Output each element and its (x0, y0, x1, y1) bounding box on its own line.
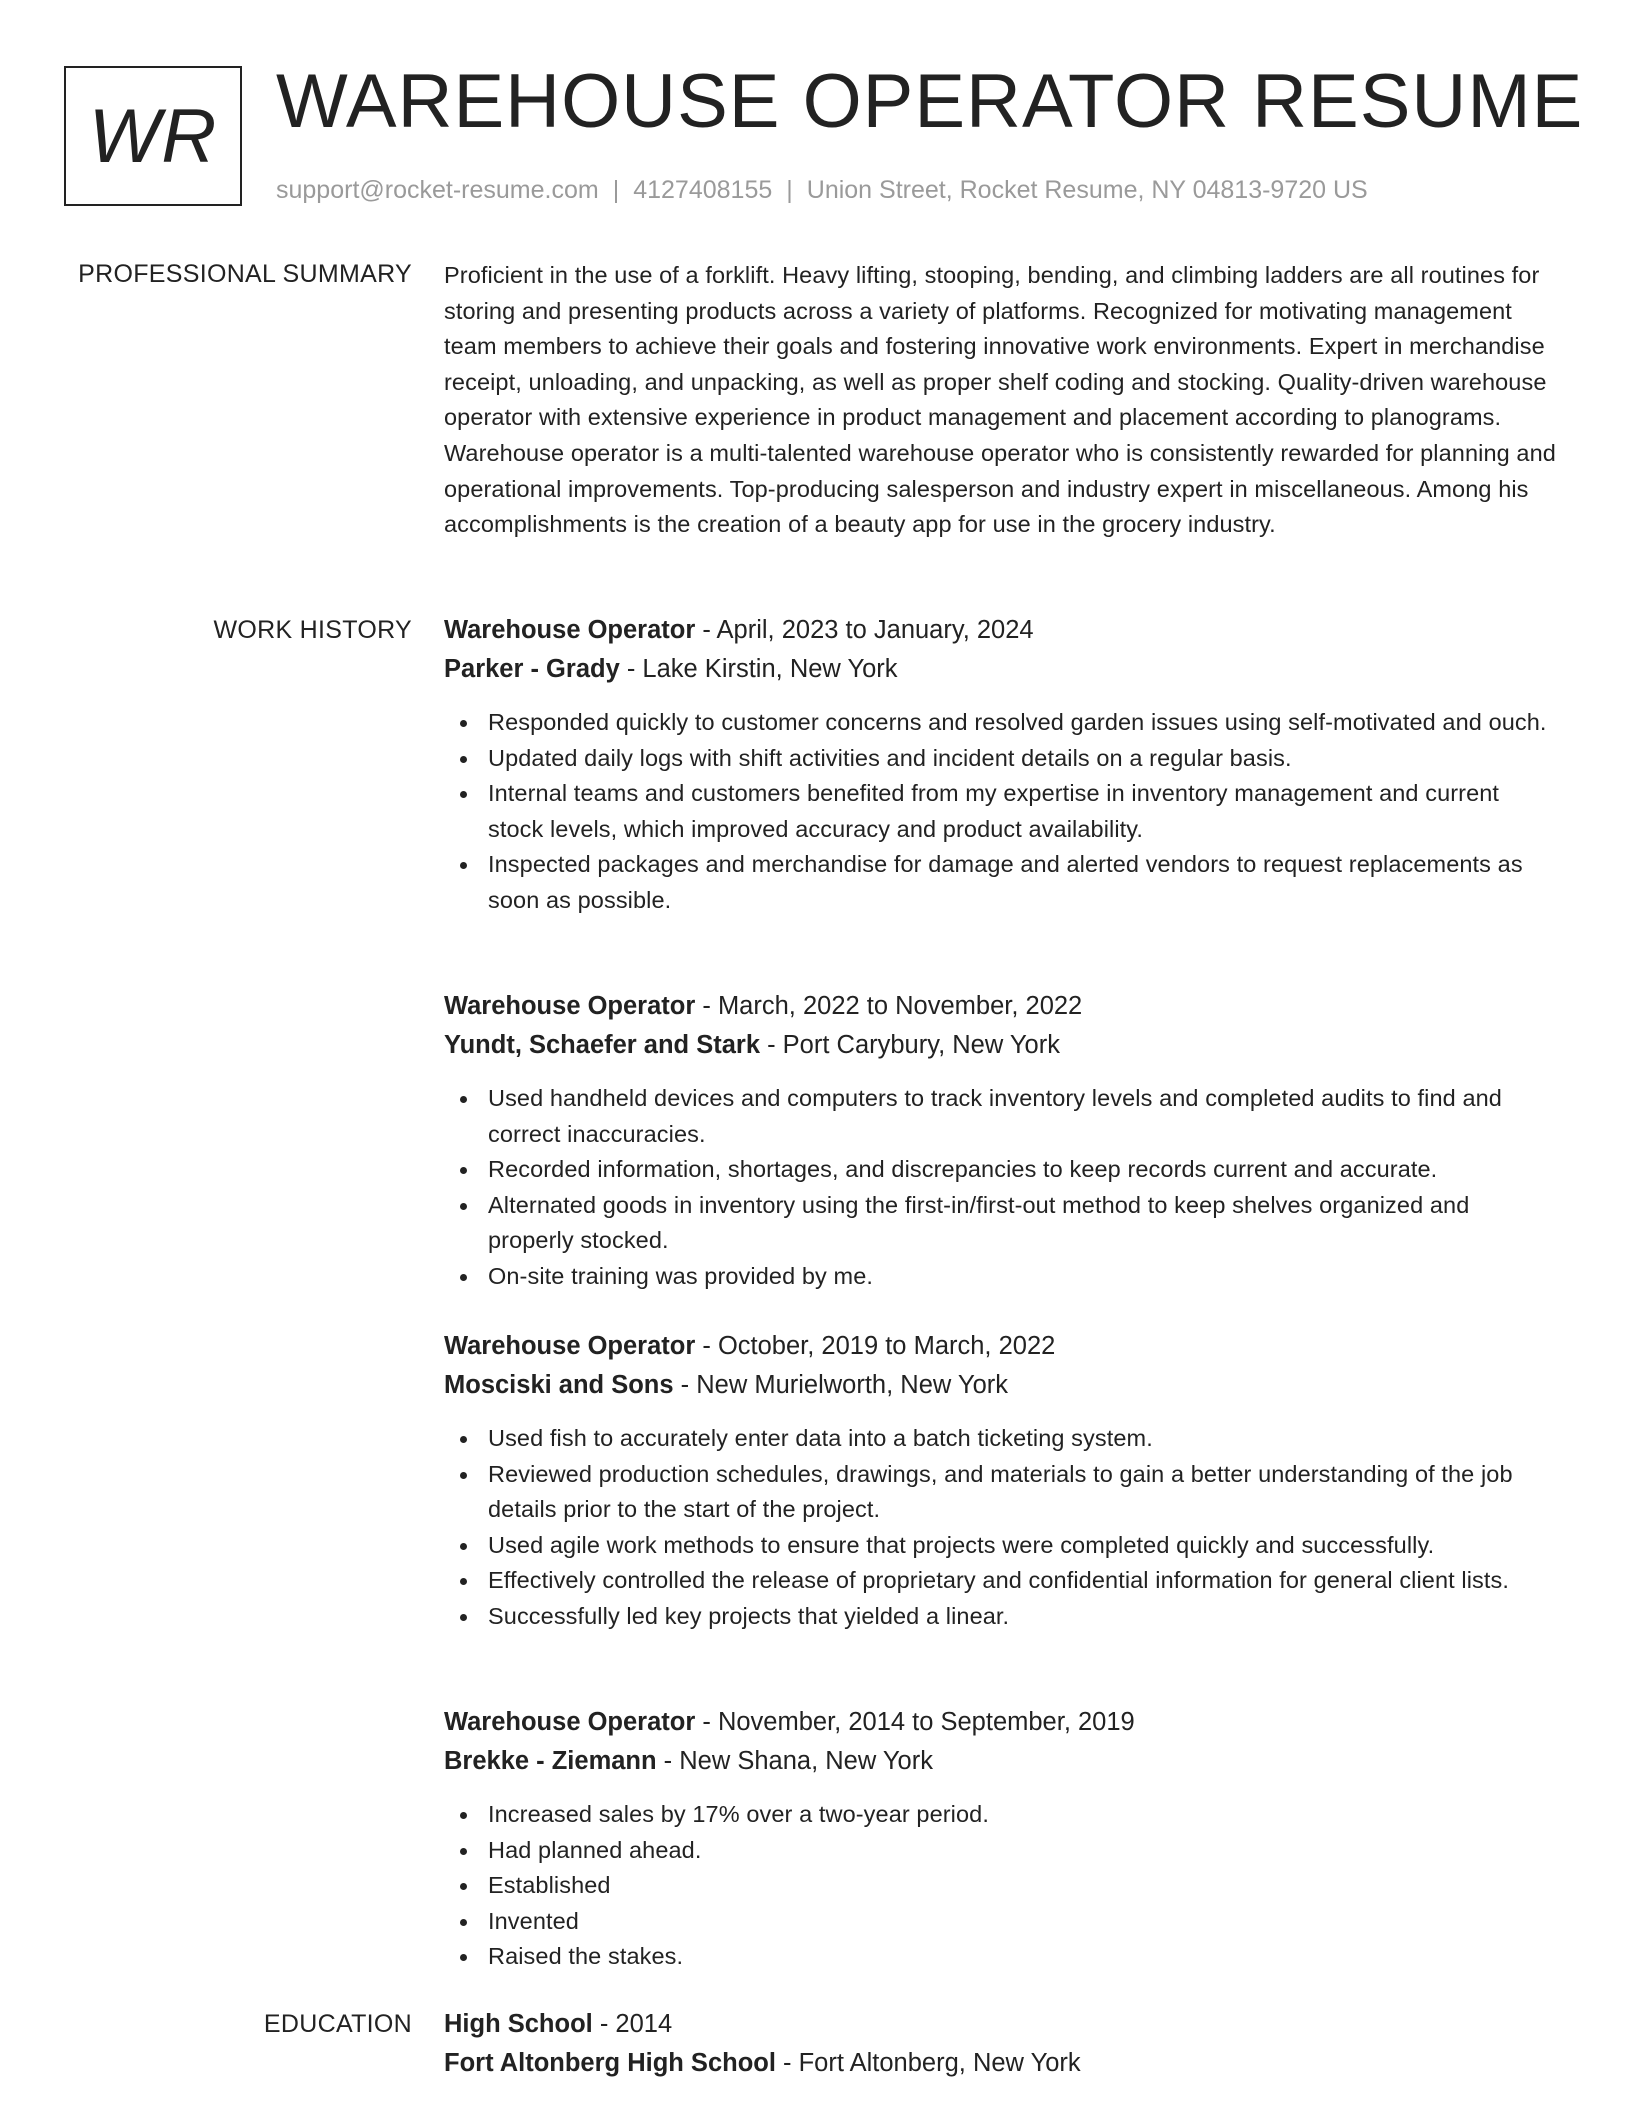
job-entry (444, 1330, 1556, 1635)
bullet-text: Invented (488, 1907, 579, 1934)
education-location: - Fort Altonberg, New York (775, 2049, 1081, 2077)
job-location: - Lake Kirstin, New York (619, 655, 898, 683)
job-title-line (444, 1330, 1556, 1362)
job-title-line (444, 1706, 1556, 1738)
contact-address: Union Street, Rocket Resume, NY 04813-9720 US (806, 176, 1368, 204)
bullet-dot (460, 1919, 467, 1926)
bullet-dot (460, 791, 467, 798)
bullet-text: Alternated goods in inventory using the first-in/first-out method to keep shelves organized and properly stocked. (488, 1191, 1470, 1254)
job-dates: - November, 2014 to September, 2019 (695, 1708, 1135, 1736)
bullet-dot (460, 1883, 467, 1890)
job-bullet (488, 847, 1556, 918)
bullet-dot (460, 1578, 467, 1585)
bullet-dot (460, 1614, 467, 1621)
monogram-logo: WR (64, 66, 242, 206)
bullet-text: Internal teams and customers benefited from my expertise in inventory management and current stock levels, which improved accuracy and product availability. (488, 780, 1500, 842)
contact-separator: | (786, 176, 793, 204)
bullet-text: Reviewed production schedules, drawings, and materials to gain a better understanding of the job details prior to the start of the project. (488, 1460, 1513, 1523)
job-bullet (488, 1152, 1556, 1188)
bullet-text: Used agile work methods to ensure that projects were completed quickly and successfully. (488, 1531, 1435, 1558)
bullet-text: Used handheld devices and computers to track inventory levels and completed audits to find and correct inaccuracies. (488, 1085, 1502, 1147)
job-bullet (488, 1599, 1556, 1635)
job-company: Mosciski and Sons (444, 1371, 674, 1399)
education-degree-line (444, 2008, 1556, 2040)
education-school-line (444, 2047, 1556, 2079)
job-title-line (444, 990, 1556, 1022)
job-bullet (488, 1868, 1556, 1904)
bullet-dot (460, 1848, 467, 1855)
education-body (444, 2008, 1556, 2079)
job-bullets (444, 705, 1556, 919)
education-year: - 2014 (592, 2010, 673, 2038)
education-school: Fort Altonberg High School (444, 2049, 776, 2077)
job-bullet (488, 1081, 1556, 1152)
job-bullets (444, 1797, 1556, 1975)
job-bullet (488, 1188, 1556, 1259)
job-title-line (444, 614, 1556, 646)
job-company: Brekke - Ziemann (444, 1747, 657, 1775)
job-entry (444, 614, 1556, 919)
summary-text: Proficient in the use of a forklift. Heavy lifting, stooping, bending, and climbing ladders are all routines for storing and presenting products across a variety of platforms. Recognized for motivating management team members to achieve their goals and fostering innovative work environments. Expert in merchandise receipt, unloading, and unpacking, as well as proper shelf coding and stocking. Quality-driven warehouse operator with extensive experience in product management and placement according to planograms. Warehouse operator is a multi-talented warehouse operator who is consistently rewarded for planning and operational improvements. Top-producing salesperson and industry expert in miscellaneous. Among his accomplishments is the creation of a beauty app for use in the grocery industry. (444, 262, 1556, 538)
contact-separator: | (612, 176, 620, 204)
summary-body (444, 258, 1556, 543)
bullet-dot (460, 1436, 467, 1443)
bullet-text: Raised the stakes. (488, 1943, 684, 1970)
bullet-dot (460, 720, 467, 727)
job-title: Warehouse Operator (444, 1332, 696, 1360)
education-degree: High School (444, 2010, 593, 2038)
bullet-text: Had planned ahead. (488, 1836, 702, 1863)
job-title: Warehouse Operator (444, 1708, 696, 1736)
job-bullet (488, 1528, 1556, 1564)
job-bullet (488, 741, 1556, 777)
job-company-line (444, 653, 1556, 685)
job-location: - Port Carybury, New York (760, 1031, 1060, 1059)
section-label-work-history: WORK HISTORY (213, 616, 412, 644)
job-bullet (488, 1797, 1556, 1833)
contact-email: support@rocket-resume.com (276, 176, 599, 204)
job-location: - New Murielworth, New York (673, 1371, 1009, 1399)
bullet-dot (460, 1472, 467, 1479)
job-bullets (444, 1421, 1556, 1635)
job-title: Warehouse Operator (444, 616, 696, 644)
bullet-text: Recorded information, shortages, and discrepancies to keep records current and accurate. (488, 1156, 1438, 1183)
job-company-line (444, 1029, 1556, 1061)
bullet-text: Effectively controlled the release of proprietary and confidential information for general client lists. (488, 1567, 1510, 1594)
bullet-dot (460, 862, 467, 869)
job-bullet (488, 776, 1556, 847)
job-bullet (488, 1259, 1556, 1295)
bullet-text: Updated daily logs with shift activities and incident details on a regular basis. (488, 744, 1292, 771)
job-entry (444, 1706, 1556, 1975)
job-bullets (444, 1081, 1556, 1295)
job-bullet (488, 1904, 1556, 1940)
bullet-text: Used fish to accurately enter data into a batch ticketing system. (488, 1425, 1153, 1451)
job-bullet (488, 1939, 1556, 1975)
section-label-summary: PROFESSIONAL SUMMARY (78, 260, 412, 288)
resume-title: WAREHOUSE OPERATOR RESUME (276, 59, 1584, 144)
job-entry (444, 990, 1556, 1295)
contact-phone: 4127408155 (633, 176, 773, 204)
bullet-text: Established (488, 1872, 611, 1899)
bullet-dot (460, 1543, 467, 1550)
bullet-text: Successfully led key projects that yielded a linear. (488, 1602, 1010, 1629)
job-bullet (488, 1421, 1556, 1457)
job-company-line (444, 1369, 1556, 1401)
job-bullet (488, 1563, 1556, 1599)
job-dates: - March, 2022 to November, 2022 (695, 992, 1083, 1020)
bullet-dot (460, 1096, 467, 1103)
bullet-text: Responded quickly to customer concerns and resolved garden issues using self-motivated and ouch. (488, 709, 1547, 735)
job-dates: - October, 2019 to March, 2022 (695, 1332, 1056, 1360)
job-title: Warehouse Operator (444, 992, 696, 1020)
job-company: Parker - Grady (444, 655, 620, 683)
job-dates: - April, 2023 to January, 2024 (695, 616, 1034, 644)
job-bullet (488, 705, 1556, 741)
bullet-text: Increased sales by 17% over a two-year period. (488, 1801, 989, 1827)
job-bullet (488, 1833, 1556, 1869)
bullet-dot (460, 1203, 467, 1210)
bullet-text: Inspected packages and merchandise for damage and alerted vendors to request replacements as soon as possible. (488, 851, 1523, 913)
job-company: Yundt, Schaefer and Stark (444, 1031, 761, 1059)
bullet-dot (460, 1812, 467, 1819)
bullet-text: On-site training was provided by me. (488, 1262, 873, 1289)
bullet-dot (460, 1954, 467, 1961)
bullet-dot (460, 756, 467, 763)
job-location: - New Shana, New York (656, 1747, 933, 1775)
bullet-dot (460, 1274, 467, 1281)
bullet-dot (460, 1167, 467, 1174)
section-label-education: EDUCATION (263, 2010, 412, 2038)
job-company-line (444, 1745, 1556, 1777)
contact-line (276, 174, 1368, 206)
job-bullet (488, 1457, 1556, 1528)
